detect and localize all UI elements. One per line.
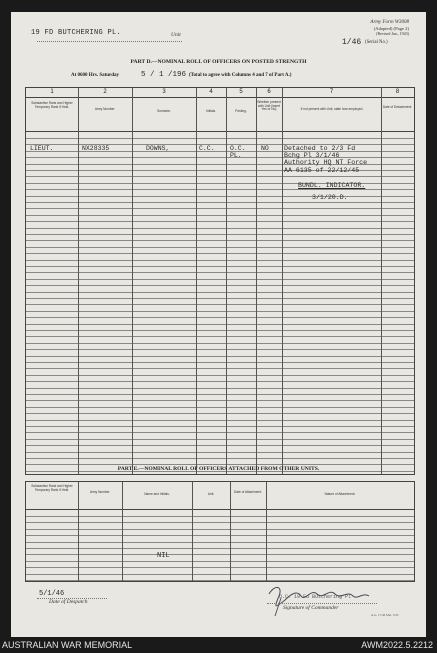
ruled-line <box>26 208 414 209</box>
form-number: Army Form W3008 <box>370 20 409 25</box>
caption-accession: AWM2022.5.2212 <box>361 640 433 650</box>
caption-institution: AUSTRALIAN WAR MEMORIAL <box>2 640 133 650</box>
commander-stamp: O.C. 19 Fd Butchering Pl <box>279 594 352 600</box>
ruled-line <box>26 407 414 408</box>
ruled-line <box>26 215 414 216</box>
serial-label: (Serial No.) <box>365 40 388 45</box>
ruled-line <box>26 561 414 562</box>
commander-label: Signature of Commander <box>283 605 339 611</box>
ruled-line <box>26 394 414 395</box>
ruled-line <box>26 400 414 401</box>
ruled-line <box>26 567 414 568</box>
commander-signature <box>261 580 381 620</box>
ruled-line <box>26 279 414 280</box>
part-e-title: PART E.—NOMINAL ROLL OF OFFICERS ATTACHED FROM OTHER UNITS. <box>117 466 320 472</box>
col-header-employment: If not present with Unit, state how employed. <box>300 107 364 111</box>
entry-initials: C.C. <box>199 145 215 152</box>
col-number-8: 8 <box>395 89 400 95</box>
form-adapted: (Adapted) (Page 2) <box>373 26 409 31</box>
employment-reference: 3/1/20.D. <box>312 194 348 201</box>
entry-employment <box>284 145 367 174</box>
despatch-label: Date of Despatch <box>49 599 88 605</box>
part-d-note: (Total to agree with Columns 4 and 7 of Part A.) <box>189 73 292 78</box>
ruled-line <box>26 452 414 453</box>
ruled-line <box>26 439 414 440</box>
ruled-line <box>26 548 414 549</box>
ruled-line <box>26 253 414 254</box>
ruled-line <box>26 272 414 273</box>
col-number-4: 4 <box>209 89 213 95</box>
employment-indicator: BUNDL. INDICATOR. <box>298 182 366 189</box>
ruled-line <box>26 381 414 382</box>
ruled-line <box>26 221 414 222</box>
col-header-present: Whether present with Unit (insert Yes or No) <box>257 100 281 112</box>
ruled-line <box>26 304 414 305</box>
col-number-6: 6 <box>267 89 271 95</box>
entry-posting: O.C. PL. <box>230 145 246 159</box>
ruled-line <box>26 529 414 530</box>
ruled-line <box>26 368 414 369</box>
col-number-7: 7 <box>329 89 334 95</box>
ruled-line <box>26 189 414 190</box>
ruled-line <box>26 522 414 523</box>
e-col-header-rank: Substantive Rank and Higher Temporary Rank if Held. <box>31 484 73 492</box>
ruled-line <box>26 362 414 363</box>
entry-present: NO <box>261 145 269 152</box>
ruled-line <box>26 426 414 427</box>
col-header-surname: Surname. <box>157 109 171 113</box>
form-page <box>11 12 426 637</box>
e-col-header-nature: Nature of Attachment. <box>324 492 356 496</box>
ruled-line <box>26 445 414 446</box>
col-header-initials: Initials. <box>206 109 216 113</box>
form-revised: (Revised Jan., 1943) <box>376 31 409 36</box>
ruled-line <box>26 542 414 543</box>
ruled-line <box>26 324 414 325</box>
ruled-line <box>26 535 414 536</box>
part-d-at-label: At 0600 Hrs. Saturday <box>71 73 120 78</box>
employment-line-3: Authority HQ NT Force <box>284 159 368 167</box>
part-d-table <box>25 87 415 475</box>
col-number-2: 2 <box>103 89 107 95</box>
ruled-line <box>26 311 414 312</box>
ruled-line <box>26 202 414 203</box>
ruled-line <box>26 176 414 177</box>
col-header-army-number: Army Number. <box>94 107 116 111</box>
entry-rank: LIEUT. <box>30 145 54 152</box>
ruled-line <box>26 554 414 555</box>
e-col-header-attachment-date: Date of Attachment. <box>234 490 262 494</box>
ruled-line <box>26 330 414 331</box>
ruled-line <box>26 292 414 293</box>
caption-bar <box>0 637 437 653</box>
part-e-table <box>25 481 415 582</box>
col-number-5: 5 <box>239 89 243 95</box>
ruled-line <box>26 266 414 267</box>
printer-code: A.G. 17/46 Mel. 3/45 <box>371 613 399 617</box>
ruled-line <box>26 413 414 414</box>
ruled-line <box>26 356 414 357</box>
ruled-line <box>26 228 414 229</box>
despatch-date: 5/1/46 <box>39 590 65 598</box>
ruled-line <box>26 336 414 337</box>
col-header-detachment-date: Date of Detachment. <box>382 105 413 109</box>
part-e-nil: NIL <box>157 552 170 560</box>
col-number-3: 3 <box>162 89 166 95</box>
ruled-line <box>26 375 414 376</box>
employment-line-1: Detached to 2/3 Fd <box>284 145 356 152</box>
ruled-line <box>26 349 414 350</box>
e-col-header-name: Name and Initials. <box>144 492 170 496</box>
ruled-line <box>26 240 414 241</box>
unit-label: Unit <box>171 32 181 38</box>
ruled-line <box>26 234 414 235</box>
employment-line-4: AA 6135 of 22/12/45 <box>284 166 360 174</box>
ruled-line <box>26 138 414 139</box>
e-col-header-unit: Unit. <box>207 492 215 496</box>
entry-surname: DOWNS, <box>146 145 170 152</box>
col-header-rank: Substantive Rank and Higher Temporary Rank if Held. <box>31 101 73 109</box>
ruled-line <box>26 317 414 318</box>
employment-line-2: Bchg Pl 3/1/46 <box>284 152 340 160</box>
part-d-date: 5 / 1 /196 <box>141 71 187 79</box>
ruled-line <box>26 574 414 575</box>
ruled-line <box>26 285 414 286</box>
ruled-line <box>26 458 414 459</box>
col-header-posting: Posting. <box>235 109 247 113</box>
e-col-header-army-number: Army Number. <box>89 490 111 494</box>
part-d-title: PART D.—NOMINAL ROLL OF OFFICERS ON POSTED STRENGTH <box>130 59 307 65</box>
ruled-line <box>26 420 414 421</box>
unit-value: 19 FD BUTCHERING PL. <box>31 29 122 37</box>
ruled-line <box>26 516 414 517</box>
entry-army-number: NX28335 <box>82 145 110 152</box>
ruled-line <box>26 247 414 248</box>
serial-value: 1/46 <box>342 38 362 47</box>
ruled-line <box>26 298 414 299</box>
ruled-line <box>26 196 414 197</box>
col-number-1: 1 <box>50 89 54 95</box>
ruled-line <box>26 432 414 433</box>
ruled-line <box>26 343 414 344</box>
ruled-line <box>26 388 414 389</box>
ruled-line <box>26 260 414 261</box>
